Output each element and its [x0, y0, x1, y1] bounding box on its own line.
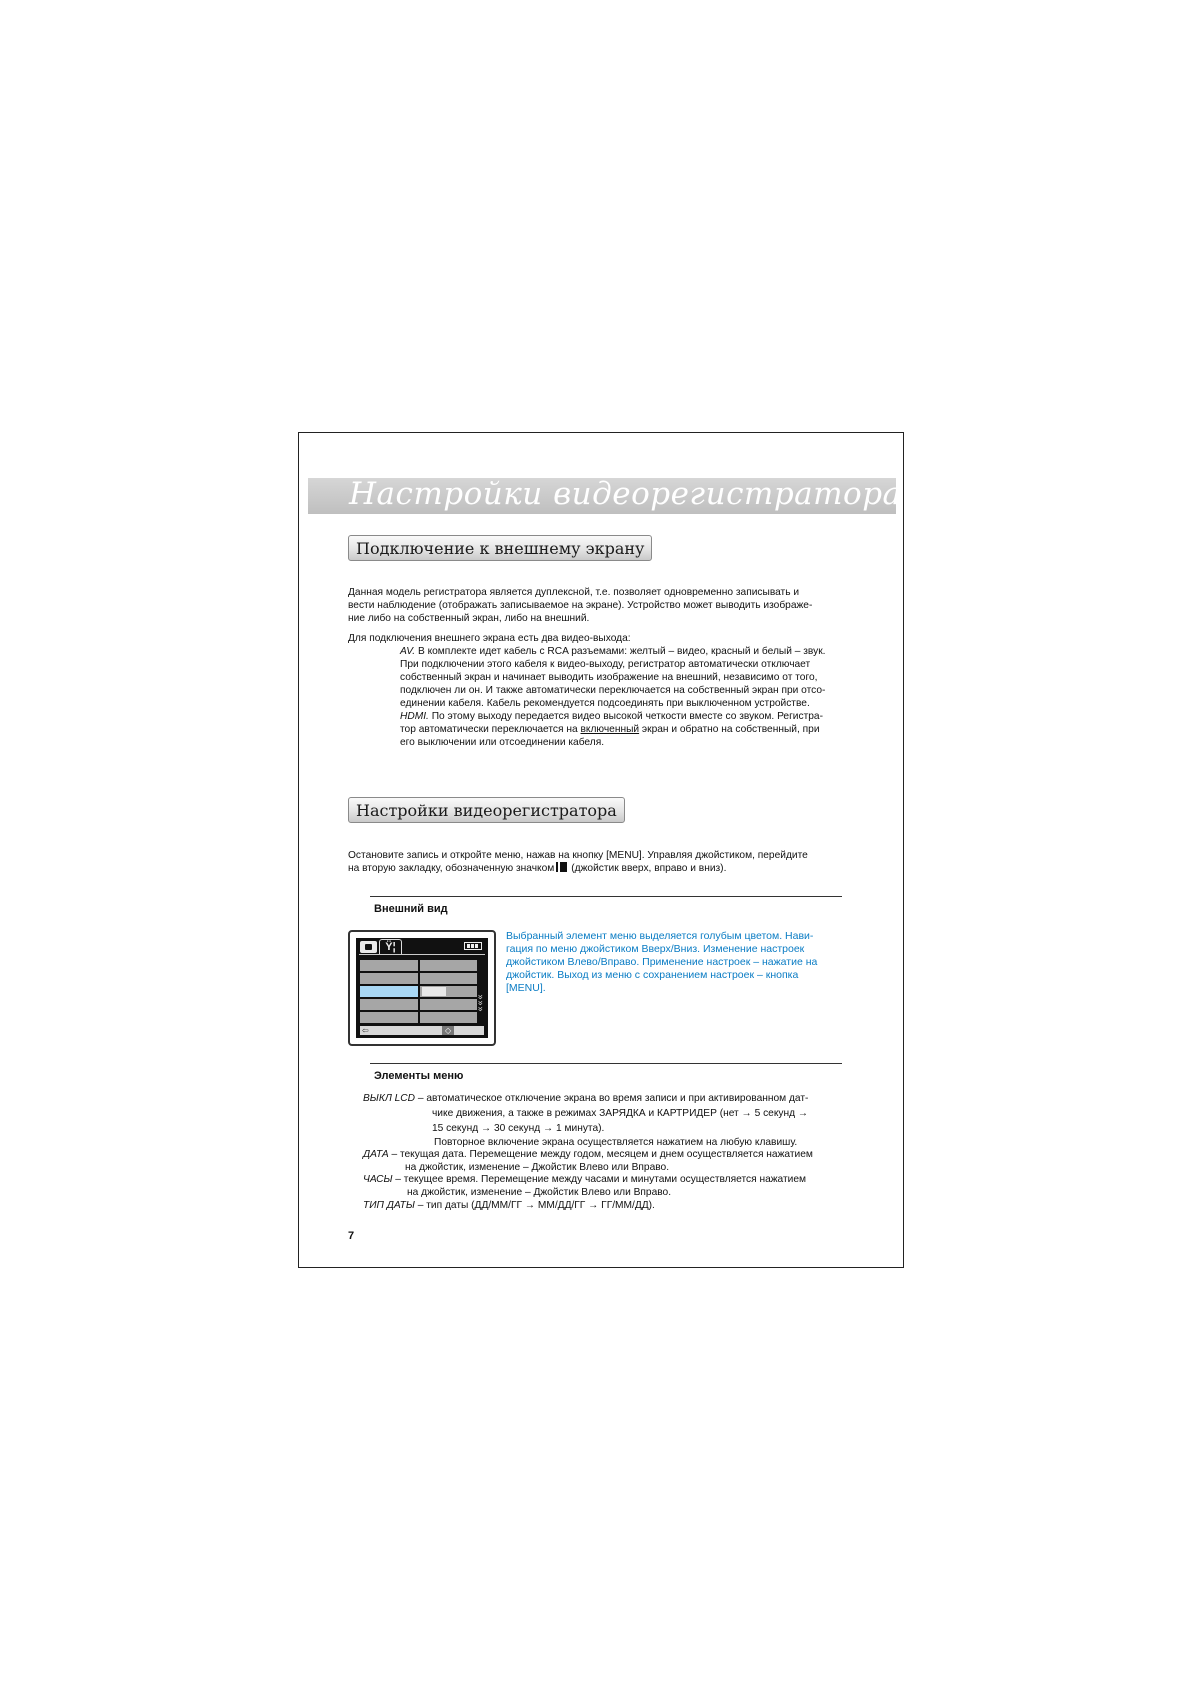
underlined-word: включенный [580, 724, 640, 735]
subheading-menu-items: Элементы меню [374, 1070, 464, 1082]
menu-row [360, 1012, 477, 1023]
divider [370, 896, 842, 897]
section-heading-external-screen: Подключение к внешнему экрану [348, 535, 652, 561]
subheading-appearance: Внешний вид [374, 903, 448, 915]
text-span: (джойстик вверх, вправо и вниз). [571, 863, 727, 874]
text-span: – автоматическое отключение экрана во время записи и при активированном дат- [415, 1093, 809, 1104]
text-line: джойстиком Влево/Вправо. Применение настроек – нажатие на [506, 956, 818, 968]
text-span: на вторую закладку, обозначенную значком [348, 863, 555, 874]
text-line: 15 секунд → 30 секунд → 1 минута). [432, 1123, 605, 1134]
text-line: гация по меню джойстиком Вверх/Вниз. Изменение настроек [506, 943, 805, 955]
back-key-icon: ⇦ [362, 1026, 369, 1035]
text-line [400, 723, 870, 736]
date-type-item [363, 1200, 883, 1213]
settings-intro [348, 849, 888, 875]
text-line: Данная модель регистратора является дуплексной, т.е. позволяет одновременно записывать и [348, 587, 800, 598]
menu-navigation-note [506, 930, 866, 995]
text-line: на джойстик, изменение – Джойстик Влево или Вправо. [405, 1161, 670, 1173]
clock-item [363, 1174, 883, 1187]
section-heading-settings: Настройки видеорегистратора [348, 797, 625, 823]
item-term: ДАТА [363, 1149, 389, 1160]
settings-tab: Ÿ¦ [379, 939, 402, 955]
lcd-off-item [363, 1093, 883, 1106]
tab-underline [359, 954, 485, 955]
hdmi-item [400, 710, 870, 723]
settings-tab-icon [558, 862, 567, 872]
lcd-screen [356, 938, 488, 1038]
av-item [400, 645, 870, 658]
item-term: ВЫКЛ LCD [363, 1093, 416, 1104]
menu-items-list [363, 1093, 883, 1213]
text-span: экран и обратно на собственный, при [639, 724, 820, 735]
text-span: В комплекте идет кабель с RCA разъемами: желтый – видео, красный и белый – звук. [415, 646, 826, 657]
text-span: По этому выходу передается видео высокой четкости вместе со звуком. Регистра- [428, 711, 823, 722]
av-term: AV. [400, 646, 416, 657]
text-line: Остановите запись и откройте меню, нажав на кнопку [MENU]. Управляя джойстиком, перейдите [348, 850, 808, 861]
menu-row [360, 999, 477, 1010]
scroll-down-icon [477, 994, 485, 1012]
text-span: тор автоматически переключается на [400, 724, 581, 735]
text-line: Для подключения внешнего экрана есть два видео-выхода: [348, 633, 631, 644]
item-term: ТИП ДАТЫ [363, 1200, 415, 1211]
menu-row [360, 960, 477, 971]
text-span: – тип даты (ДД/ММ/ГГ → ММ/ДД/ГГ → ГГ/ММ/ДД). [414, 1200, 655, 1211]
page-title: Настройки видеорегистратора [349, 476, 902, 512]
outputs-list [400, 645, 870, 749]
text-line: на джойстик, изменение – Джойстик Влево или Вправо. [407, 1186, 672, 1198]
item-term: ЧАСЫ [363, 1174, 393, 1185]
text-line: единении кабеля. Кабель рекомендуется подсоединять при выключенном устройстве. [400, 698, 810, 709]
text-line: Выбранный элемент меню выделяется голубым цветом. Нави- [506, 930, 814, 942]
text-line: ние либо на собственный экран, либо на внешний. [348, 613, 590, 624]
intro-paragraph [348, 586, 888, 625]
battery-icon [464, 942, 482, 950]
date-item [363, 1149, 883, 1162]
text-line: Повторное включение экрана осуществляется нажатием на любую клавишу. [434, 1136, 798, 1148]
joystick-key-icon: ◇ [442, 1026, 454, 1035]
text-line: подключен ли он. И также автоматически переключается на собственный экран при отсо- [400, 685, 826, 696]
chevron-down-icon: » [476, 994, 486, 1000]
text-line: собственный экран и начинает выводить изображение на внешний, независимо от того, [400, 672, 818, 683]
menu-row [360, 973, 477, 984]
text-line [348, 862, 888, 875]
softkey-bar [360, 1026, 484, 1035]
text-span: – текущая дата. Перемещение между годом, месяцем и днем осуществляется нажатием [388, 1149, 813, 1160]
text-span: – текущее время. Перемещение между часами и минутами осуществляется нажатием [392, 1174, 807, 1185]
text-line: чике движения, а также в режимах ЗАРЯДКА и КАРТРИДЕР (нет → 5 секунд → [432, 1107, 809, 1119]
text-line: [MENU]. [506, 982, 546, 994]
text-line: При подключении этого кабеля к видео-выходу, регистратор автоматически отключает [400, 659, 811, 670]
text-line: вести наблюдение (отображать записываемое на экране). Устройство может выводить изображе- [348, 600, 813, 611]
outputs-intro [348, 632, 888, 645]
device-screen-illustration [348, 930, 496, 1046]
hdmi-term: HDMI. [400, 711, 429, 722]
divider [370, 1063, 842, 1064]
chevron-down-icon: » [476, 1006, 486, 1012]
camera-tab-icon [360, 941, 377, 953]
text-line: джойстик. Выход из меню с сохранением настроек – кнопка [506, 969, 799, 981]
text-line: его выключении или отсоединении кабеля. [400, 737, 605, 748]
page-number: 7 [348, 1230, 355, 1242]
menu-row-selected [360, 986, 477, 997]
chevron-down-icon: » [476, 1000, 486, 1006]
